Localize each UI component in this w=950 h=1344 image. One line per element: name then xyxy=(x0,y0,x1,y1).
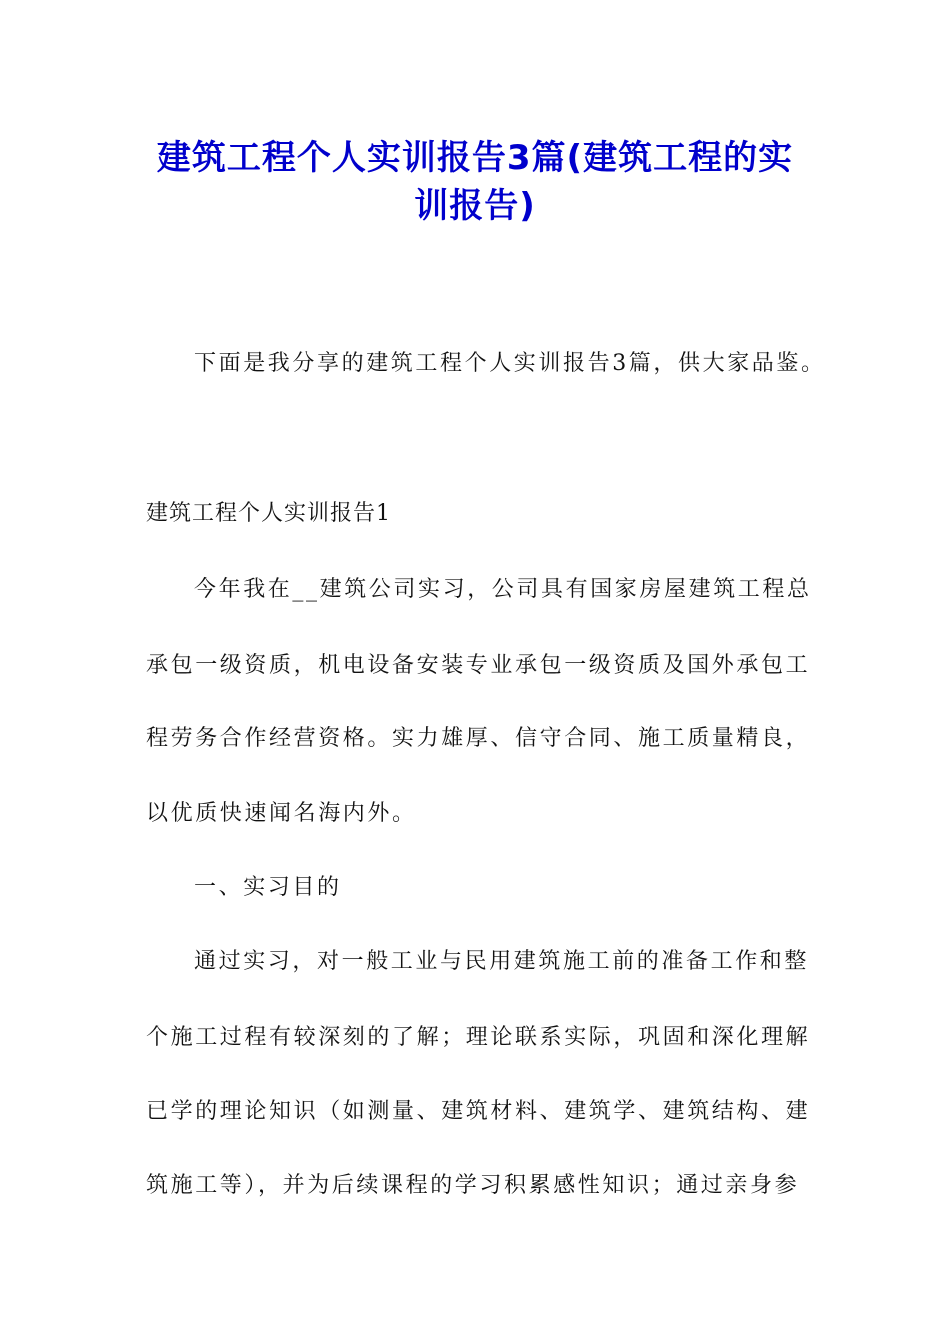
paragraph1-line: 承包一级资质，机电设备安装专业承包一级资质及国外承包工 xyxy=(146,653,811,678)
paragraph1-line: 以优质快速闻名海内外。 xyxy=(146,801,417,826)
paragraph1-line: 程劳务合作经营资格。实力雄厚、信守合同、施工质量精良， xyxy=(146,726,811,751)
paragraph2-line: 筑施工等），并为后续课程的学习积累感性知识；通过亲身参 xyxy=(146,1173,800,1198)
document-title-line-1: 建筑工程个人实训报告3篇(建筑工程的实 xyxy=(156,138,794,178)
paragraph2-line: 个施工过程有较深刻的了解；理论联系实际，巩固和深化理解 xyxy=(146,1025,811,1050)
section-heading: 建筑工程个人实训报告1 xyxy=(146,501,391,526)
document-title-line-2: 训报告) xyxy=(414,186,536,226)
paragraph2-line: 通过实习，对一般工业与民用建筑施工前的准备工作和整 xyxy=(194,949,810,974)
paragraph2-line: 已学的理论知识（如测量、建筑材料、建筑学、建筑结构、建 xyxy=(146,1099,811,1124)
subheading: 一、实习目的 xyxy=(194,875,342,900)
paragraph1-line: 今年我在__建筑公司实习，公司具有国家房屋建筑工程总 xyxy=(194,577,812,602)
intro-text: 下面是我分享的建筑工程个人实训报告3篇，供大家品鉴。 xyxy=(194,351,826,376)
